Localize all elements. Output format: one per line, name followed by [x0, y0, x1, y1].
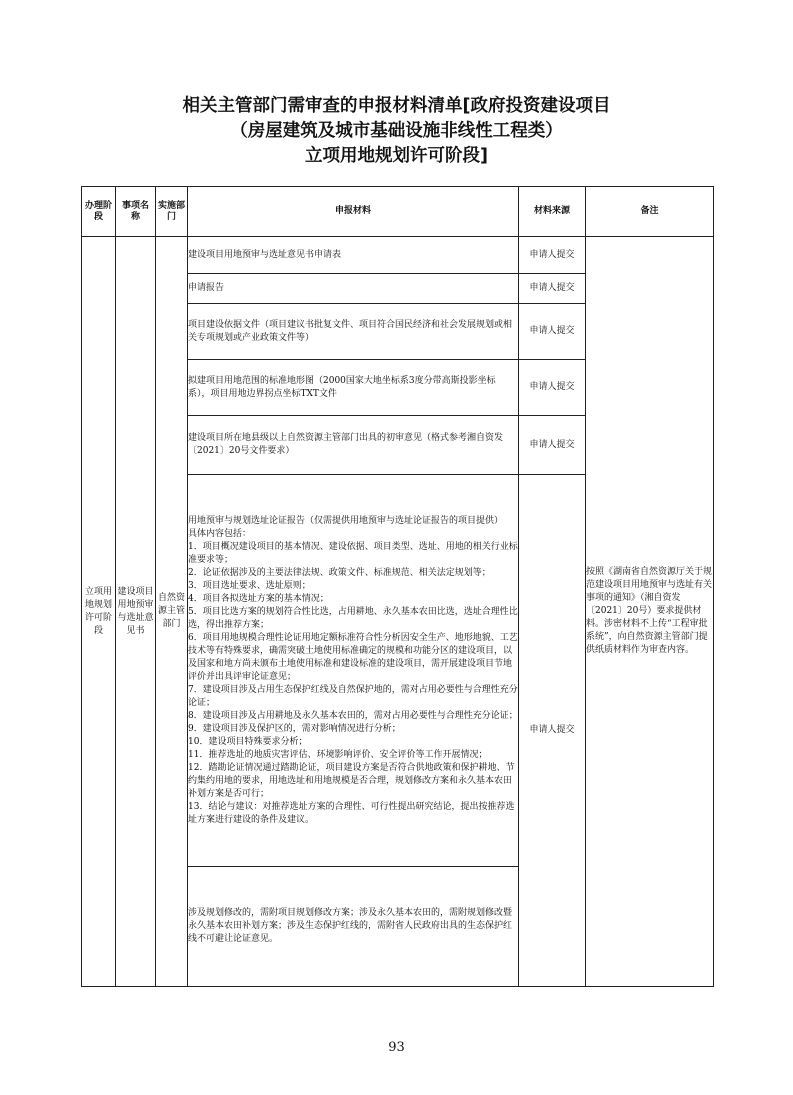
note-cell: 按照《湖南省自然资源厅关于规范建设项目用地预审与选址有关事项的通知》（湘自资发〔2021〕20号）要求提供材料。涉密材料不上传“工程审批系统”，向自然资源主管部门提供纸质材料作为审查内容。: [586, 237, 714, 987]
material-cell: 建设项目所在地县级以上自然资源主管部门出具的初审意见（格式参考湘自资发〔2021〕20号文件要求）: [188, 416, 519, 475]
material-line: 10．建设项目特殊要求分析；: [188, 736, 308, 747]
material-line: 4．项目各拟选址方案的基本情况；: [188, 593, 329, 604]
document-title-line-2: （房屋建筑及城市基础设施非线性工程类）: [230, 121, 563, 141]
material-line: 11．推荐选址的地质灾害评估、环境影响评价、安全评价等工作开展情况；: [188, 749, 488, 760]
material-line: 7．建设项目涉及占用生态保护红线及自然保护地的，需对占用必要性与合理性充分论证；: [188, 684, 518, 708]
source-cell: 申请人提交: [519, 360, 586, 416]
header-dept: 实施部门: [156, 187, 188, 237]
stage-cell: 立项用地规划许可阶段: [82, 237, 116, 987]
material-line: 用地预审与规划选址论证报告（仅需提供用地预审与选址论证报告的项目提供）: [188, 515, 504, 526]
material-line: 2．论证依据涉及的主要法律法规、政策文件、标准规范、相关法定规划等；: [188, 567, 491, 578]
material-line: 12．踏勘论证情况通过踏勘论证，项目建设方案是否符合供地政策和保护耕地、节约集约用地的要求，用地选址和用地规模是否合理，规划修改方案和永久基本农田补划方案是否可行；: [188, 762, 515, 799]
material-line: 8．建设项目涉及占用耕地及永久基本农田的，需对占用必要性与合理性充分论证；: [188, 710, 518, 721]
header-source: 材料来源: [519, 187, 586, 237]
material-cell: 项目建设依据文件（项目建议书批复文件、项目符合国民经济和社会发展规划或相关专项规划或产业政策文件等）: [188, 304, 519, 360]
material-line: 9．建设项目涉及保护区的，需对影响情况进行分析；: [188, 723, 401, 734]
header-materials: 申报材料: [188, 187, 519, 237]
material-line: 13．结论与建议：对推荐选址方案的合理性、可行性提出研究结论，提出按推荐选址方案进行建设的条件及建议。: [188, 801, 515, 825]
table-row: [82, 237, 714, 274]
material-line: 6．项目用地规模合理性论证用地定额标准符合性分析因安全生产、地形地貌、工艺技术等有特殊要求，确需突破土地使用标准确定的规模和功能分区的建设项目，以及国家和地方尚未颁布土地使用标准和建设标准的建设项目，需开展建设项目节地评价并出具评审论证意见；: [188, 632, 518, 682]
source-cell: 申请人提交: [519, 475, 586, 987]
material-line: 具体内容包括：: [188, 528, 252, 539]
source-cell: 申请人提交: [519, 237, 586, 274]
header-item: 事项名称: [116, 187, 156, 237]
source-cell: 申请人提交: [519, 304, 586, 360]
document-title-line-3: 立项用地规划许可阶段]: [305, 146, 488, 166]
material-cell: 申请报告: [188, 274, 519, 304]
material-line: 5．项目比选方案的规划符合性比选，占用耕地、永久基本农田比选，选址合理性比选，得出推荐方案；: [188, 606, 518, 630]
material-line: 1．项目概况建设项目的基本情况、建设依据、项目类型、选址、用地的相关行业标准要求等；: [188, 541, 518, 565]
source-cell: 申请人提交: [519, 274, 586, 304]
long-material-cell: [188, 475, 519, 867]
materials-table: [81, 186, 714, 987]
material-cell: 涉及规划修改的，需附项目规划修改方案；涉及永久基本农田的，需附规划修改暨永久基本农田补划方案；涉及生态保护红线的，需附省人民政府出具的生态保护红线不可避让论证意见。: [188, 867, 519, 987]
header-stage: 办理阶段: [82, 187, 116, 237]
department-cell: 自然资源主管部门: [156, 237, 188, 987]
material-line: 3．项目选址要求、选址原则；: [188, 580, 311, 591]
material-cell: 建设项目用地预审与选址意见书申请表: [188, 237, 519, 274]
header-note: 备注: [586, 187, 714, 237]
item-name-cell: 建设项目用地预审与选址意见书: [116, 237, 156, 987]
source-cell: 申请人提交: [519, 416, 586, 475]
material-cell: 拟建项目用地范围的标准地形图（2000国家大地坐标系3度分带高斯投影坐标系），项目用地边界拐点坐标TXT文件: [188, 360, 519, 416]
table-header-row: [82, 187, 714, 237]
document-title-line-1: 相关主管部门需审查的申报材料清单[政府投资建设项目: [182, 96, 611, 116]
page-number: 93: [388, 1040, 405, 1055]
